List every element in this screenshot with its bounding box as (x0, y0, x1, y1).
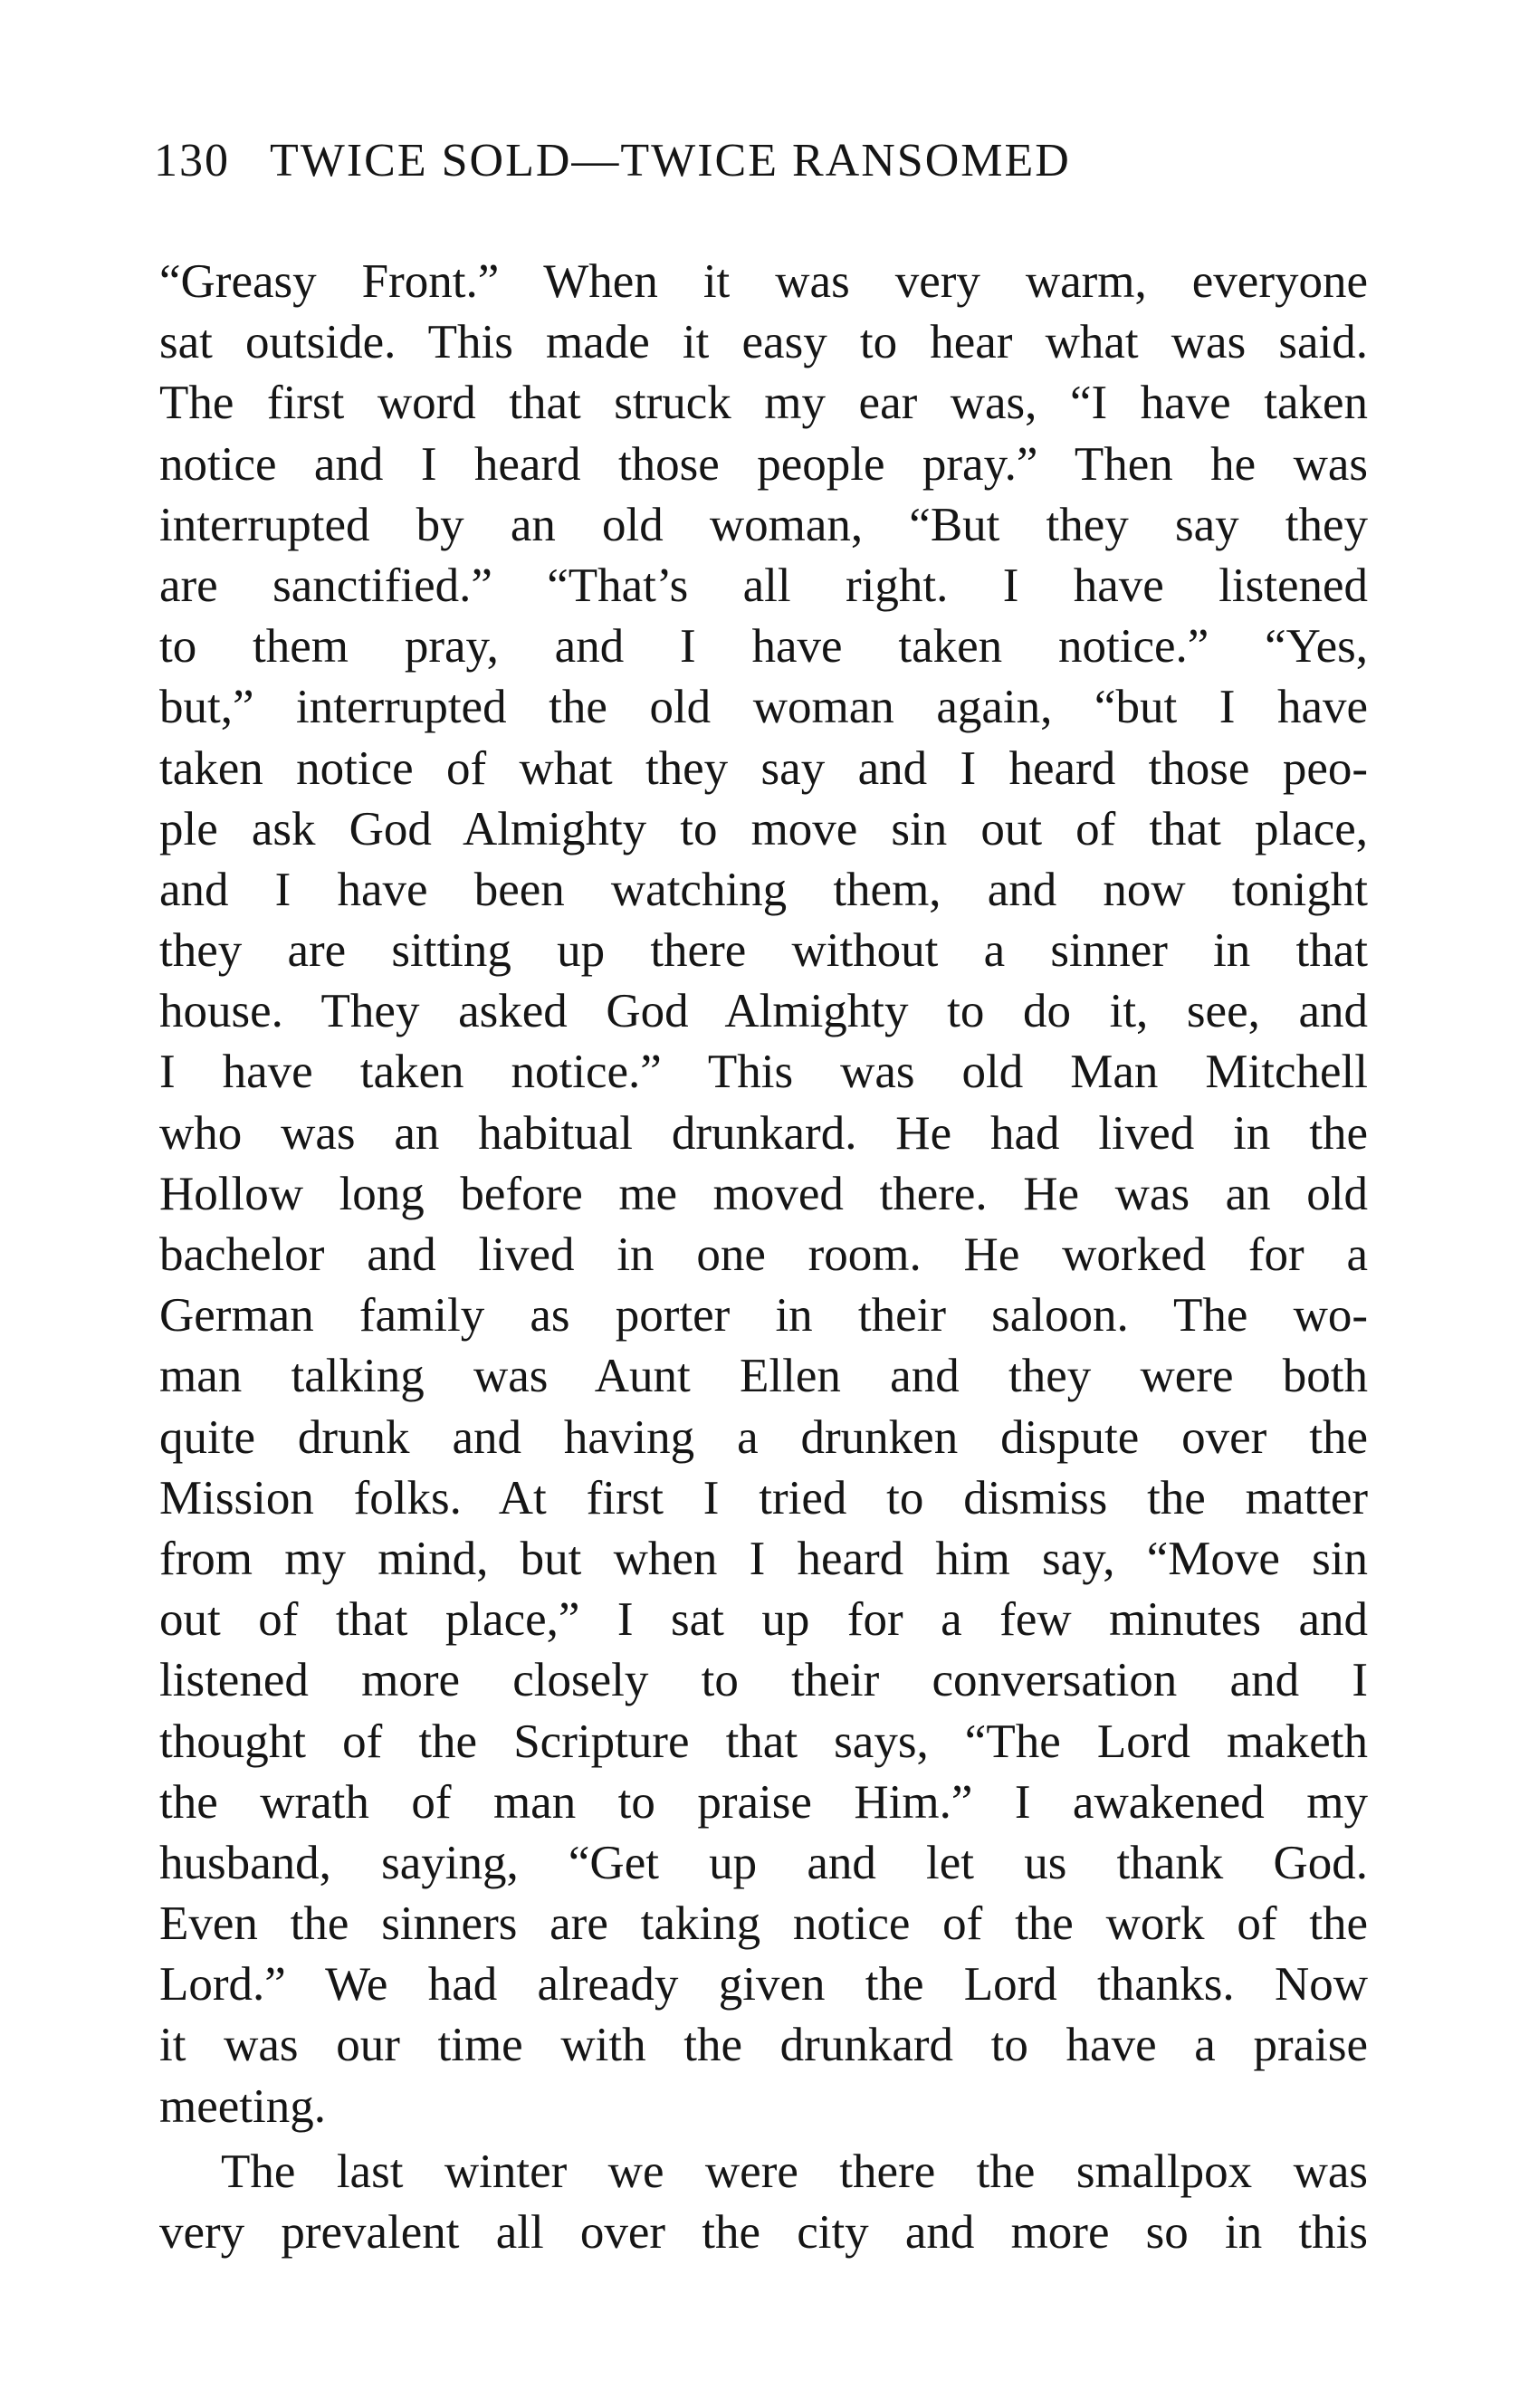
text-line: sat outside. This made it easy to hear what was said. (159, 316, 1368, 369)
text-line: Mission folks. At first I tried to dismiss the matter (159, 1471, 1368, 1524)
text-line: taken notice of what they say and I heard those peo- (159, 741, 1368, 795)
text-line: Lord.” We had already given the Lord thanks. Now (159, 1958, 1368, 2011)
text-line: bachelor and lived in one room. He worked for a (159, 1228, 1368, 1281)
text-line: to them pray, and I have taken notice.” “Yes, (159, 620, 1368, 674)
body-text (159, 252, 1368, 2263)
text-line: the wrath of man to praise Him.” I awakened my (159, 1775, 1368, 1829)
text-line: out of that place,” I sat up for a few minutes and (159, 1593, 1368, 1647)
running-title: TWICE SOLD—TWICE RANSOMED (270, 135, 1071, 186)
text-line: interrupted by an old woman, “But they say they (159, 498, 1368, 551)
text-line: very prevalent all over the city and more so in this (159, 2206, 1368, 2259)
running-head (154, 134, 1071, 187)
text-line: ple ask God Almighty to move sin out of that place, (159, 802, 1368, 855)
text-line: are sanctified.” “That’s all right. I have listened (159, 559, 1368, 612)
text-line: husband, saying, “Get up and let us thank God. (159, 1836, 1368, 1889)
text-line: who was an habitual drunkard. He had lived in the (159, 1106, 1368, 1160)
text-line: notice and I heard those people pray.” Then he was (159, 437, 1368, 491)
text-line: quite drunk and having a drunken dispute over the (159, 1410, 1368, 1464)
text-line: The last winter we were there the smallpox was (221, 2145, 1368, 2198)
text-line: but,” interrupted the old woman again, “but I have (159, 681, 1368, 734)
text-line: I have taken notice.” This was old Man Mitchell (159, 1046, 1368, 1099)
paragraph-1 (159, 252, 1368, 2137)
text-line: meeting. (159, 2079, 326, 2133)
text-line: Even the sinners are taking notice of the work of the (159, 1897, 1368, 1951)
text-line: German family as porter in their saloon. The wo- (159, 1289, 1368, 1343)
text-line: house. They asked God Almighty to do it, see, and (159, 985, 1368, 1038)
page-number: 130 (154, 135, 230, 186)
text-line: Hollow long before me moved there. He was an old (159, 1167, 1368, 1220)
text-line: and I have been watching them, and now tonight (159, 863, 1368, 916)
text-line: man talking was Aunt Ellen and they were both (159, 1350, 1368, 1403)
text-line: “Greasy Front.” When it was very warm, everyone (159, 255, 1368, 308)
text-line: The first word that struck my ear was, “I have taken (159, 377, 1368, 430)
text-line: from my mind, but when I heard him say, “Move sin (159, 1532, 1368, 1585)
text-line: listened more closely to their conversation and I (159, 1654, 1368, 1707)
text-line: they are sitting up there without a sinner in that (159, 924, 1368, 978)
paragraph-2 (159, 2142, 1368, 2263)
text-line: thought of the Scripture that says, “The Lord maketh (159, 1715, 1368, 1768)
text-line: it was our time with the drunkard to have a praise (159, 2019, 1368, 2072)
